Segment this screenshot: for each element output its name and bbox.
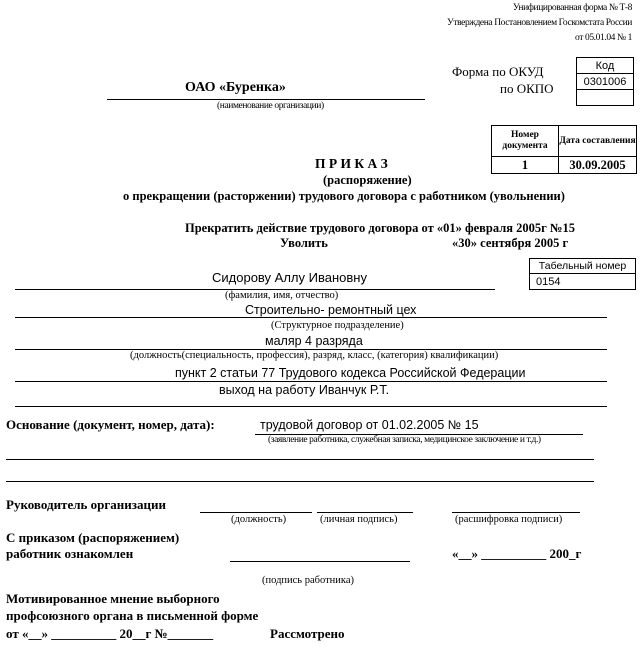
employee-name: Сидорову Аллу Ивановну (212, 270, 367, 285)
ack-line-1: С приказом (распоряжением) (6, 530, 180, 545)
tabel-table (529, 258, 636, 290)
ack-date: «__» __________ 200_г (452, 546, 582, 561)
union-line-1: Мотивированное мнение выборного (6, 591, 220, 606)
employee-department: Строительно- ремонтный цех (245, 303, 417, 317)
okpo-label: по ОКПО (500, 81, 554, 96)
basis-value: трудовой договор от 01.02.2005 № 15 (260, 418, 479, 432)
organization-name: ОАО «Буренка» (185, 80, 286, 95)
reason-law-underline (15, 381, 607, 382)
codes-table (576, 57, 634, 106)
basis-label: Основание (документ, номер, дата): (6, 417, 215, 432)
order-description: о прекращении (расторжении) трудового договора с работником (увольнении) (123, 189, 565, 203)
department-caption: (Структурное подразделение) (271, 320, 404, 331)
union-line-2: профсоюзного органа в письменной форме (6, 608, 259, 623)
doc-date-header: Дата составления (559, 126, 637, 157)
okud-value: 0301006 (577, 74, 634, 90)
union-reviewed: Рассмотрено (270, 626, 345, 641)
head-signature-caption: (личная подпись) (320, 514, 398, 525)
reason-detail-underline (15, 406, 607, 407)
dismiss-date: «30» сентября 2005 г (452, 236, 569, 250)
okud-label: Форма по ОКУД (452, 64, 544, 79)
kod-header: Код (577, 58, 634, 74)
order-subtitle: (распоряжение) (323, 173, 412, 187)
head-decode-line (452, 512, 580, 513)
tabel-value: 0154 (530, 274, 636, 290)
employee-position: маляр 4 разряда (265, 334, 363, 348)
approved-line: Утверждена Постановлением Госкомстата России (447, 18, 632, 28)
union-line-3: от «__» __________ 20__г №_______ (6, 626, 214, 641)
document-table (491, 125, 637, 174)
dismiss-label: Уволить (280, 236, 328, 250)
worker-signature-line (230, 561, 410, 562)
doc-date-value: 30.09.2005 (559, 157, 637, 174)
head-signature-line (317, 512, 413, 513)
okpo-value (577, 90, 634, 106)
position-caption: (должность(специальность, профессия), разряд, класс, (категория) квалификации) (130, 350, 499, 361)
head-label: Руководитель организации (6, 497, 166, 512)
worker-signature-caption: (подпись работника) (262, 575, 355, 586)
head-position-caption: (должность) (231, 514, 287, 525)
doc-number-value: 1 (492, 157, 559, 174)
approval-date-line: от 05.01.04 № 1 (575, 33, 632, 43)
tabel-label: Табельный номер (530, 259, 636, 274)
employee-name-caption: (фамилия, имя, отчество) (225, 290, 339, 301)
basis-extra-line-1 (6, 459, 594, 460)
head-position-line (200, 512, 312, 513)
head-decode-caption: (расшифровка подписи) (455, 514, 563, 525)
basis-caption: (заявление работника, служебная записка, медицинское заключение и т.д.) (268, 435, 541, 445)
organization-underline (107, 99, 425, 100)
ack-line-2: работник ознакомлен (6, 546, 134, 561)
dismissal-reason-detail: выход на работу Иванчук Р.Т. (219, 383, 390, 397)
order-title: П Р И К А З (315, 156, 388, 171)
dismissal-reason-law: пункт 2 статьи 77 Трудового кодекса Российской Федерации (175, 366, 526, 380)
contract-termination-line: Прекратить действие трудового договора от «01» февраля 2005г №15 (185, 221, 575, 235)
basis-extra-line-2 (6, 481, 594, 482)
form-number-line: Унифицированная форма № Т-8 (512, 3, 632, 13)
organization-caption: (наименование организации) (217, 101, 324, 111)
department-underline (15, 317, 607, 318)
doc-number-header: Номер документа (492, 126, 559, 157)
